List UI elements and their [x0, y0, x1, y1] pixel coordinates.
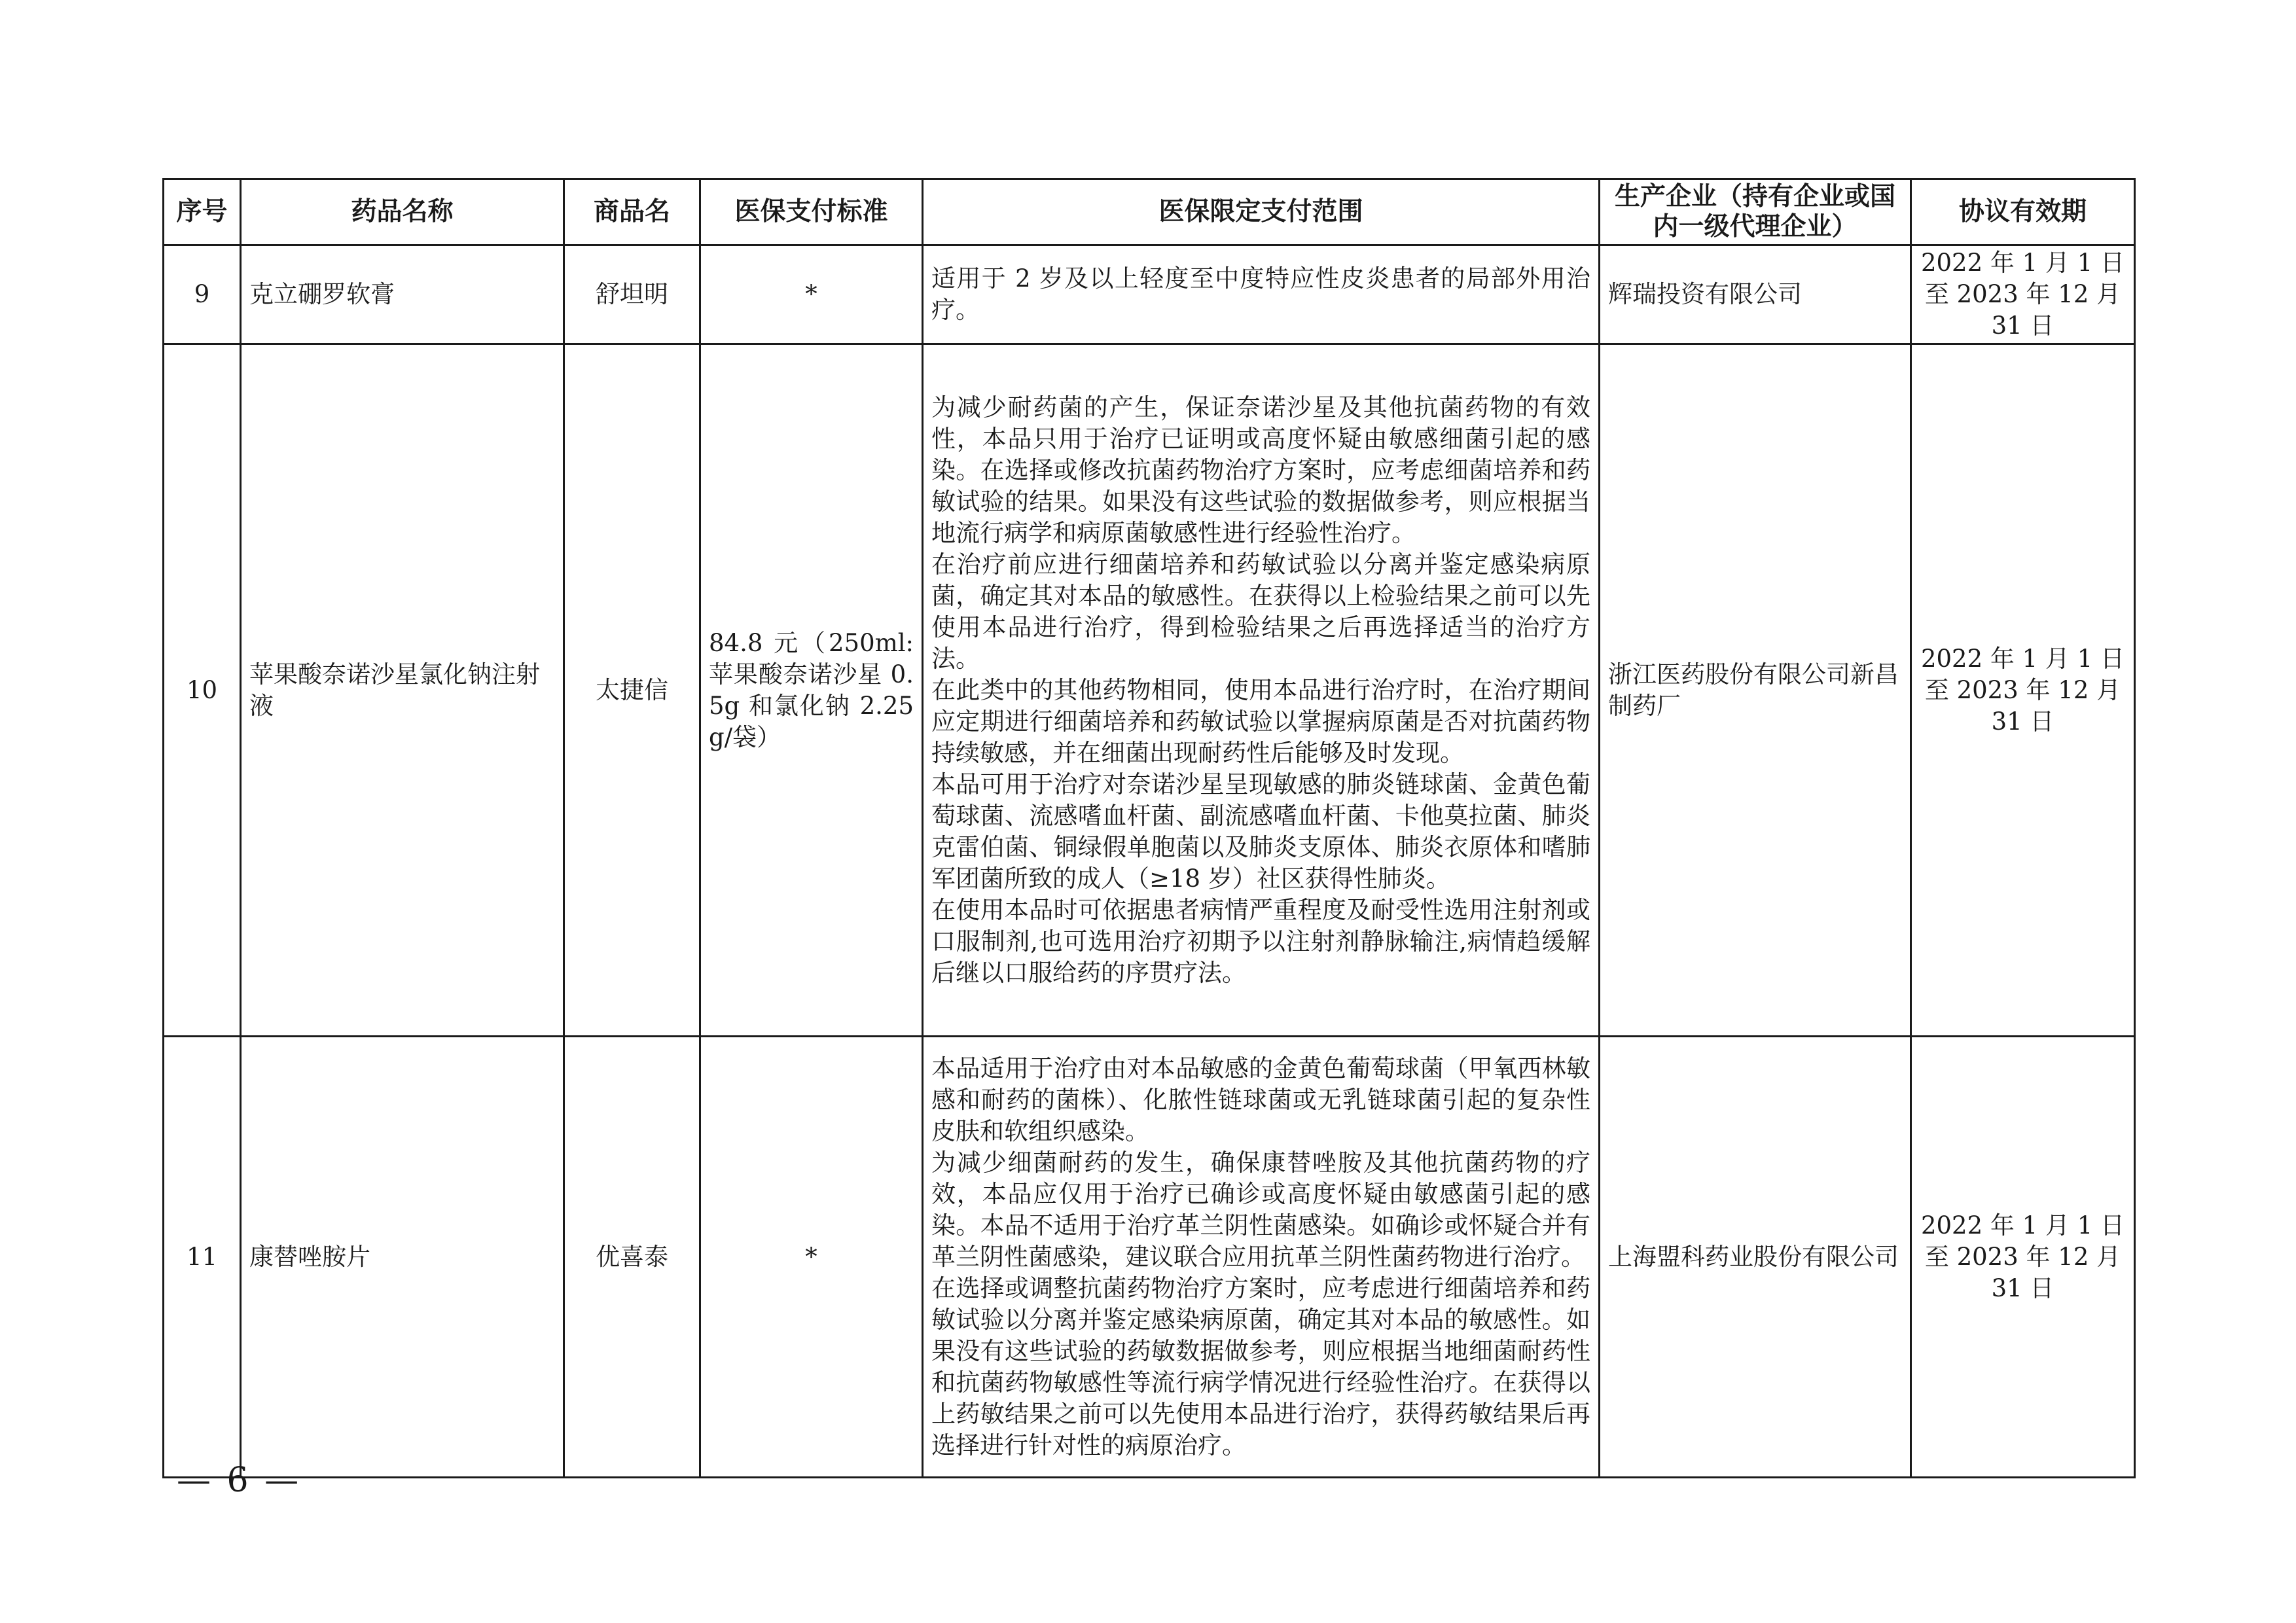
page-number: — 6 — [177, 1461, 302, 1500]
header-generic-name: 药品名称 [241, 179, 564, 245]
scope-paragraph: 在治疗前应进行细菌培养和药敏试验以分离并鉴定感染病原菌，确定其对本品的敏感性。在获得以上检验结果之前可以先使用本品进行治疗，得到检验结果之后再选择适当的治疗方法。 [931, 550, 1590, 673]
scope-paragraph: 在使用本品时可依据患者病情严重程度及耐受性选用注射剂或口服制剂,也可选用治疗初期予以注射剂静脉输注,病情趋缓解后继以口服给药的序贯疗法。 [931, 895, 1590, 987]
row-manufacturer: 上海盟科药业股份有限公司 [1600, 1037, 1911, 1478]
header-brand-name: 商品名 [564, 179, 700, 245]
row-payment-standard: * [700, 1037, 923, 1478]
row-payment-standard: * [700, 245, 923, 344]
scope-paragraph: 为减少耐药菌的产生，保证奈诺沙星及其他抗菌药物的有效性，本品只用于治疗已证明或高度怀疑由敏感细菌引起的感染。在选择或修改抗菌药物治疗方案时，应考虑细菌培养和药敏试验的结果。如果没有这些试验的数据做参考，则应根据当地流行病学和病原菌敏感性进行经验性治疗。 [931, 393, 1590, 547]
header-index: 序号 [164, 179, 241, 245]
scope-paragraph: 在此类中的其他药物相同，使用本品进行治疗时，在治疗期间应定期进行细菌培养和药敏试验以掌握病原菌是否对抗菌药物持续敏感，并在细菌出现耐药性后能够及时发现。 [931, 675, 1590, 767]
row-generic-name: 康替唑胺片 [241, 1037, 564, 1478]
table-row [164, 245, 2135, 344]
row-payment-standard: 84.8 元（250ml: 苹果酸奈诺沙星 0.5g 和氯化钠 2.25g/袋） [700, 344, 923, 1037]
row-manufacturer: 辉瑞投资有限公司 [1600, 245, 1911, 344]
scope-paragraph: 本品可用于治疗对奈诺沙星呈现敏感的肺炎链球菌、金黄色葡萄球菌、流感嗜血杆菌、副流感嗜血杆菌、卡他莫拉菌、肺炎克雷伯菌、铜绿假单胞菌以及肺炎支原体、肺炎衣原体和嗜肺军团菌所致的成人（≥18 岁）社区获得性肺炎。 [931, 770, 1590, 893]
row-index: 11 [164, 1037, 241, 1478]
header-payment-standard: 医保支付标准 [700, 179, 923, 245]
row-generic-name: 苹果酸奈诺沙星氯化钠注射液 [241, 344, 564, 1037]
row-validity: 2022 年 1 月 1 日至 2023 年 12 月 31 日 [1911, 245, 2135, 344]
row-brand-name: 优喜泰 [564, 1037, 700, 1478]
table-row [164, 1037, 2135, 1478]
header-manufacturer: 生产企业（持有企业或国内一级代理企业） [1600, 179, 1911, 245]
row-validity: 2022 年 1 月 1 日至 2023 年 12 月 31 日 [1911, 1037, 2135, 1478]
scope-paragraph: 为减少细菌耐药的发生，确保康替唑胺及其他抗菌药物的疗效，本品应仅用于治疗已确诊或高度怀疑由敏感菌引起的感染。本品不适用于治疗革兰阴性菌感染。如确诊或怀疑合并有革兰阴性菌感染，建议联合应用抗革兰阴性菌药物进行治疗。 [931, 1148, 1590, 1271]
row-payment-scope [923, 245, 1600, 344]
row-payment-scope [923, 1037, 1600, 1478]
table-header-row [164, 179, 2135, 245]
header-payment-scope: 医保限定支付范围 [923, 179, 1600, 245]
scope-paragraph: 适用于 2 岁及以上轻度至中度特应性皮炎患者的局部外用治疗。 [931, 264, 1590, 324]
scope-paragraph: 在选择或调整抗菌药物治疗方案时，应考虑进行细菌培养和药敏试验以分离并鉴定感染病原菌，确定其对本品的敏感性。如果没有这些试验的药敏数据做参考，则应根据当地细菌耐药性和抗菌药物敏感性等流行病学情况进行经验性治疗。在获得以上药敏结果之前可以先使用本品进行治疗，获得药敏结果后再选择进行针对性的病原治疗。 [931, 1274, 1590, 1459]
header-validity: 协议有效期 [1911, 179, 2135, 245]
row-payment-scope [923, 344, 1600, 1037]
drug-table [162, 178, 2136, 1478]
row-index: 9 [164, 245, 241, 344]
row-brand-name: 太捷信 [564, 344, 700, 1037]
row-brand-name: 舒坦明 [564, 245, 700, 344]
row-manufacturer: 浙江医药股份有限公司新昌制药厂 [1600, 344, 1911, 1037]
table-row [164, 344, 2135, 1037]
row-generic-name: 克立硼罗软膏 [241, 245, 564, 344]
row-validity: 2022 年 1 月 1 日至 2023 年 12 月 31 日 [1911, 344, 2135, 1037]
row-index: 10 [164, 344, 241, 1037]
scope-paragraph: 本品适用于治疗由对本品敏感的金黄色葡萄球菌（甲氧西林敏感和耐药的菌株）、化脓性链球菌或无乳链球菌引起的复杂性皮肤和软组织感染。 [931, 1054, 1590, 1145]
